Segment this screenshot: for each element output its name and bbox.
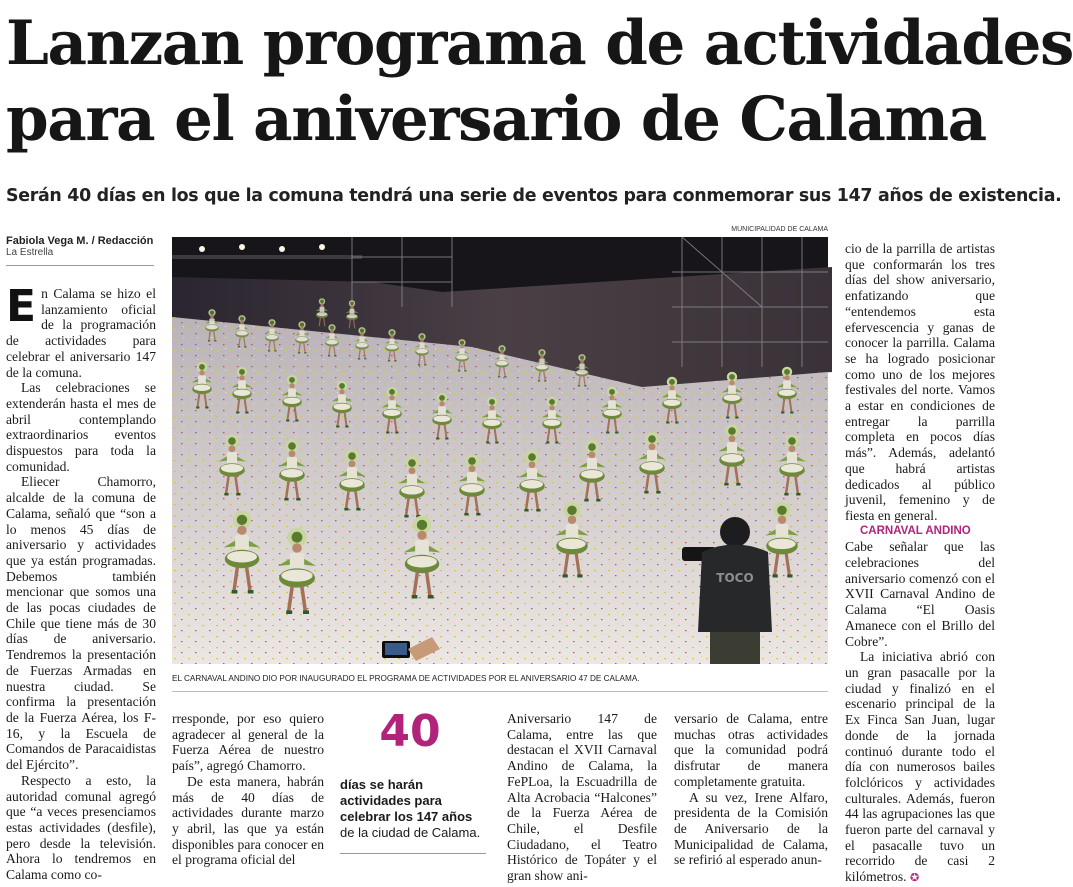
headline-line-1: Lanzan programa de actividades xyxy=(6,8,1073,79)
paragraph: De esta manera, habrán más de 40 días de actividades durante marzo y abril, las que ya están disponibles para conocer en el programa oficial del xyxy=(172,773,324,868)
paragraph: Aniversario 147 de Calama, entre las que destacan el XVII Carnaval Andino de Calama, la FePLoa, la Escuadrilla de Alta Acrobacia “Halcones” de la Fuerza Aérea de Chile, el Desfile Ciudadano, el Teatro Histórico de Topáter y el gran show ani- xyxy=(507,711,657,884)
photo-caption: EL CARNAVAL ANDINO DIO POR INAUGURADO EL PROGRAMA DE ACTIVIDADES POR EL ANIVERSARIO 47 DE CALAMA. xyxy=(172,674,640,683)
fact-text-rest: de la ciudad de Calama. xyxy=(340,825,481,840)
byline xyxy=(6,235,153,258)
fact-text xyxy=(340,777,486,841)
shirt-print: TOCO xyxy=(716,571,754,585)
section-heading: CARNAVAL ANDINO xyxy=(860,524,971,537)
carnival-photo xyxy=(172,237,828,664)
fact-number: 40 xyxy=(379,706,441,757)
headline xyxy=(6,6,1073,158)
carnival-photo-image xyxy=(172,237,828,664)
photo-credit: MUNICIPALIDAD DE CALAMA xyxy=(731,226,828,233)
article-column-3 xyxy=(507,711,657,884)
paragraph: versario de Calama, entre muchas otras actividades que la comunidad podrá disfrutar de manera completamente gratuita. xyxy=(674,711,828,789)
paragraph: La iniciativa abrió con un gran pasacalle por la ciudad y finalizó en el escenario principal de la Ex Finca San Juan, lugar donde de la jornada continuó durante todo el día con numerosos bailes folclóricos y actividades culturales. Además, fueron 44 las agrupaciones las que fueron parte del carnaval y el pasacalle tuvo un recorrido de casi 2 kilómetros. ✪ xyxy=(845,649,995,885)
end-mark-icon: ✪ xyxy=(909,872,920,885)
paragraph: rresponde, por eso quiero agradecer al general de la Fuerza Aérea de nuestro país”, agregó Chamorro. xyxy=(172,711,324,774)
subheadline: Serán 40 días en los que la comuna tendrá una serie de eventos para conmemorar sus 147 años de existencia. xyxy=(6,186,1062,206)
paragraph: En Calama se hizo el lanzamiento oficial de la programación de actividades para celebrar el aniversario 147 de la comuna. xyxy=(6,281,156,380)
paragraph: cio de la parrilla de artistas que conformarán los tres días del show aniversario, enfatizando que “entendemos esta efervescencia y ganas de conocer la parrilla. Calama se ha logrado posicionar como uno de los mejores festivales del norte. Vamos a estar en condiciones de entregar la parrilla completa en pocos días más”. Además, adelantó que habrá artistas dedicados al público juvenil, femenino y de fiesta en general. xyxy=(845,241,995,523)
paragraph: A su vez, Irene Alfaro, presidenta de la Comisión de Aniversario de la Municipalidad de Calama, se refirió al esperado anun- xyxy=(674,789,828,868)
fact-text-bold: días se harán actividades para celebrar los 147 años xyxy=(340,777,473,824)
paragraph: Respecto a esto, la autoridad comunal agregó que “a veces presenciamos estas actividades (desfile), pero desde la televisión. Ahora lo tendremos en Calama como co- xyxy=(6,772,156,883)
fact-divider xyxy=(340,853,486,854)
byline-divider xyxy=(6,265,154,266)
byline-outlet: La Estrella xyxy=(6,247,54,258)
article-column-4 xyxy=(674,711,828,868)
headline-line-2: para el aniversario de Calama xyxy=(6,84,986,155)
caption-divider xyxy=(172,691,828,692)
article-column-2 xyxy=(172,711,324,868)
article-column-5 xyxy=(845,241,995,885)
drop-cap: E xyxy=(6,281,37,332)
article-column-1 xyxy=(6,281,156,883)
paragraph: Eliecer Chamorro, alcalde de la comuna de Calama, señaló que “son a lo menos 45 días de aniversario y actividades que ya están programadas. Debemos también mencionar que somos una de las pocas ciudades de Chile que tiene más de 30 días de aniversario. Tendremos la presentación de Fuerzas Armadas en nuestra ciudad. Se confirma la presentación de la Fuerza Aérea, los F-16, y la Escuela de Comandos de Paracaidistas del Ejército”. xyxy=(6,474,156,773)
paragraph: Las celebraciones se extenderán hasta el mes de abril contemplando extraordinarios eventos dispuestos para toda la comunidad. xyxy=(6,380,156,474)
paragraph: Cabe señalar que las celebraciones del aniversario comenzó con el XVII Carnaval Andino de Calama “El Oasis Amanece con el Brillo del Cobre”. xyxy=(845,539,995,649)
byline-author: Fabiola Vega M. / Redacción xyxy=(6,235,154,247)
